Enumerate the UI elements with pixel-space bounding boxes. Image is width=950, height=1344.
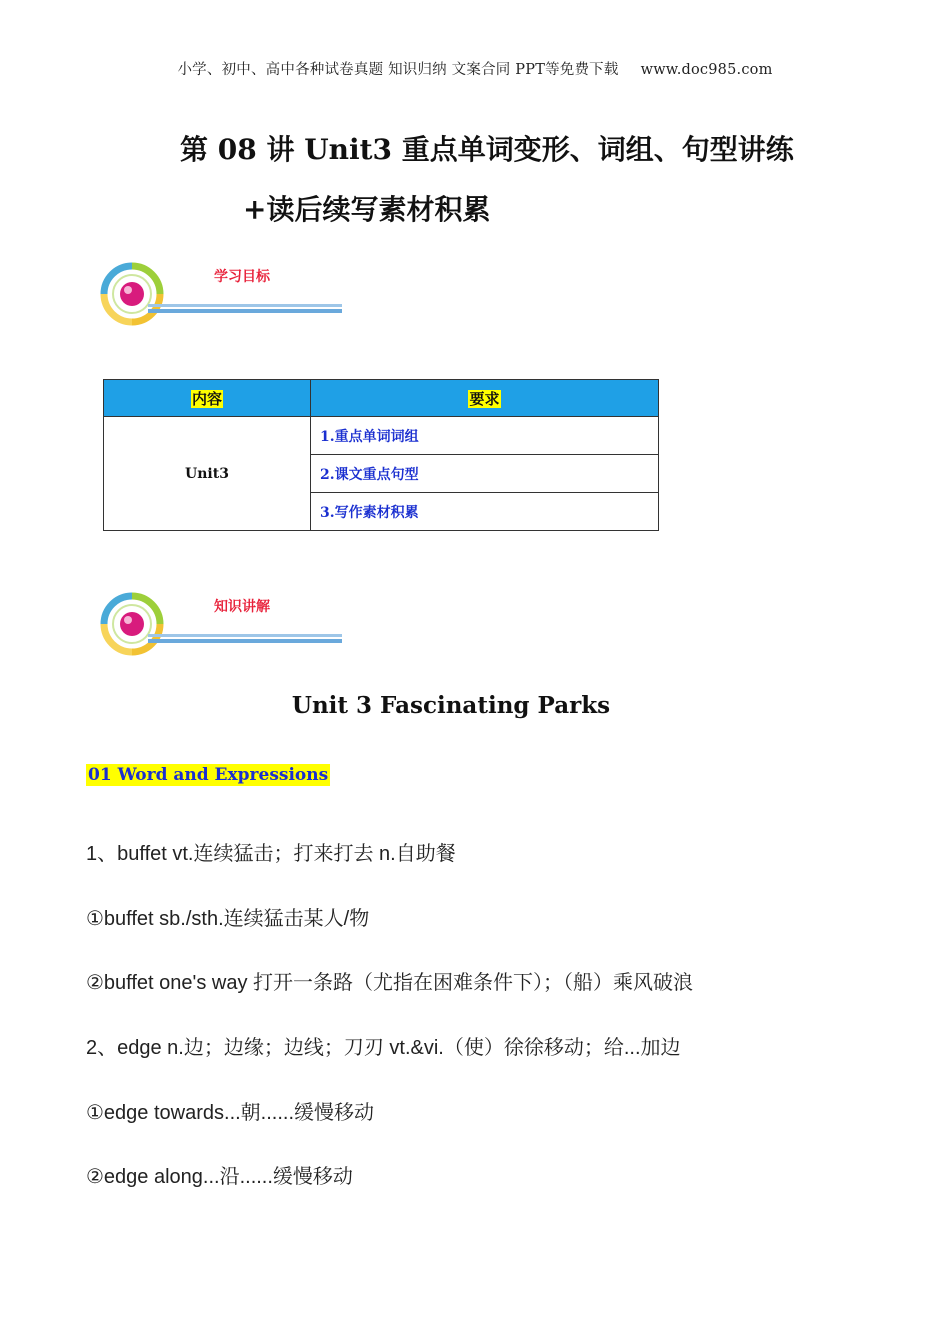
explain-label: 知识讲解 xyxy=(214,599,270,615)
table-unit-cell: Unit3 xyxy=(104,417,311,531)
section-badge-goals xyxy=(96,260,356,340)
unit-title: Unit 3 Fascinating Parks xyxy=(291,692,611,719)
document-title-line1: 第 08 讲 Unit3 重点单词变形、词组、句型讲练 xyxy=(180,133,794,166)
section-heading: 01 Word and Expressions xyxy=(88,765,329,785)
vocab-line: ①buffet sb./sth.连续猛击某人/物 xyxy=(86,908,370,930)
table-header-row xyxy=(104,380,659,417)
table-item: 1.重点单词词组 xyxy=(311,417,659,455)
table-header-requirement: 要求 xyxy=(311,380,659,417)
table-header-content: 内容 xyxy=(104,380,311,417)
page-header xyxy=(0,58,950,79)
document-title-line2: +读后续写素材积累 xyxy=(243,193,491,226)
vocab-line: ②edge along...沿......缓慢移动 xyxy=(86,1166,353,1188)
table-row xyxy=(104,417,659,455)
header-text: 小学、初中、高中各种试卷真题 知识归纳 文案合同 PPT等免费下载 xyxy=(177,62,619,78)
section-badge-explain xyxy=(96,590,356,670)
requirements-table xyxy=(103,379,659,531)
header-url[interactable]: www.doc985.com xyxy=(640,62,773,78)
vocab-line: ②buffet one's way 打开一条路（尤指在困难条件下）；（船）乘风破浪 xyxy=(86,972,694,994)
table-item: 3.写作素材积累 xyxy=(311,493,659,531)
goals-label: 学习目标 xyxy=(214,269,270,285)
vocab-line: ①edge towards...朝......缓慢移动 xyxy=(86,1102,375,1124)
vocab-line: 2、edge n.边；边缘；边线；刀刃 vt.&vi.（使）徐徐移动；给...加边 xyxy=(86,1037,681,1059)
table-item: 2.课文重点句型 xyxy=(311,455,659,493)
vocab-line: 1、buffet vt.连续猛击；打来打去 n.自助餐 xyxy=(86,843,456,865)
